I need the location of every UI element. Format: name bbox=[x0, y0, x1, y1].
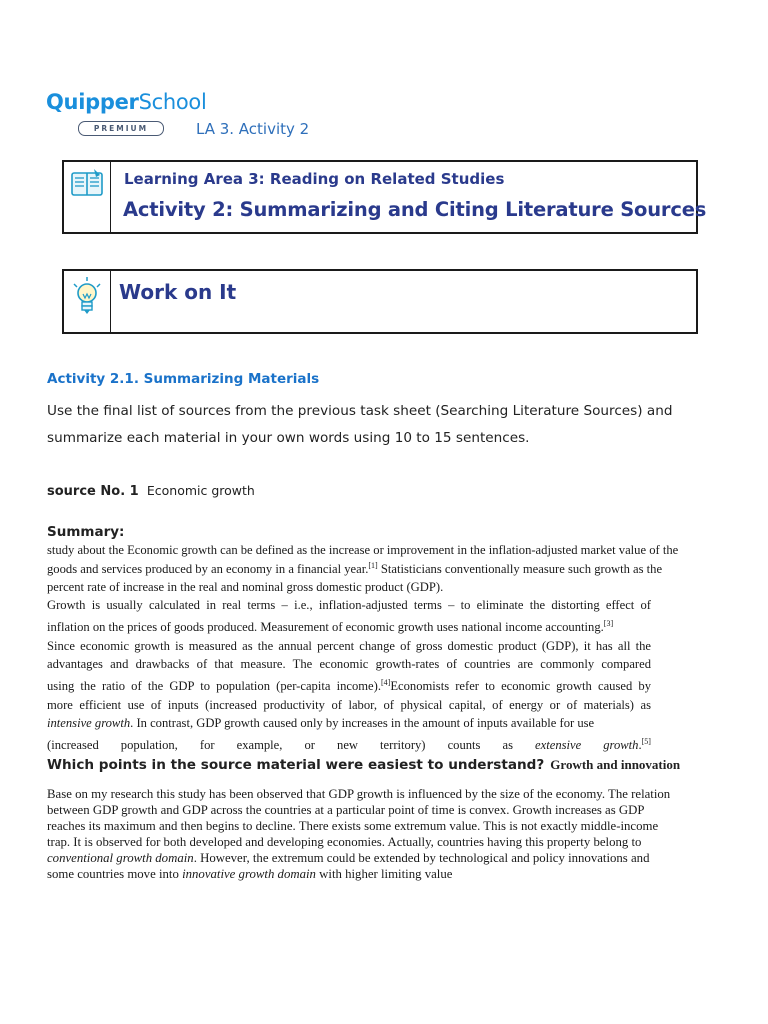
answer-text: with higher limiting value bbox=[315, 867, 453, 881]
summary-text: inflation on the prices of goods produced. Measurement of economic growth uses national income accounting. bbox=[47, 620, 604, 634]
answer-text: . However, the extremum could be extended by technological and policy innovations and bbox=[193, 851, 650, 865]
citation-ref: [5] bbox=[641, 737, 651, 746]
summary-emphasis: extensive growth bbox=[535, 738, 639, 752]
question-line bbox=[47, 757, 680, 773]
summary-line bbox=[47, 562, 662, 577]
summary-word: example, bbox=[236, 738, 283, 752]
quipper-school-logo bbox=[46, 88, 207, 116]
work-on-it-title: Work on It bbox=[119, 280, 237, 304]
logo-brand-bold: Quipper bbox=[46, 90, 139, 114]
citation-ref: [4] bbox=[381, 678, 391, 687]
answer-text: some countries move into bbox=[47, 867, 183, 881]
box-divider bbox=[110, 162, 111, 232]
instruction-line: summarize each material in your own words using 10 to 15 sentences. bbox=[47, 430, 530, 446]
answer-line: reaches its maximum and then begins to decline. There exists some extremum value. This is not exactly middle-income bbox=[47, 819, 659, 833]
answer-line bbox=[47, 867, 452, 882]
summary-word: counts bbox=[447, 738, 481, 752]
learning-area-label: Learning Area 3: Reading on Related Studies bbox=[124, 170, 505, 188]
answer-line bbox=[47, 851, 649, 866]
summary-line bbox=[47, 679, 651, 694]
book-notes-icon bbox=[70, 167, 104, 203]
answer-line: between GDP growth and GDP across the countries at a particular point of time is convex. Growth increases as GDP bbox=[47, 803, 645, 817]
summary-heading: Summary: bbox=[47, 524, 125, 540]
source-line bbox=[47, 483, 255, 499]
citation-ref: [1] bbox=[368, 561, 378, 570]
document-label: LA 3. Activity 2 bbox=[196, 120, 310, 138]
activity-subheading: Activity 2.1. Summarizing Materials bbox=[47, 371, 320, 387]
summary-text: Statisticians conventionally measure such growth as the bbox=[377, 562, 663, 576]
instruction-line: Use the final list of sources from the previous task sheet (Searching Literature Sources) and bbox=[47, 403, 673, 419]
answer-line: Base on my research this study has been observed that GDP growth is influenced by the size of the economy. The relation bbox=[47, 787, 671, 801]
question-text: Which points in the source material were easiest to understand? bbox=[47, 757, 545, 773]
summary-word: or bbox=[304, 738, 315, 752]
summary-word: as bbox=[502, 738, 513, 752]
activity-title: Activity 2: Summarizing and Citing Literature Sources bbox=[123, 198, 707, 221]
summary-text: . bbox=[638, 738, 642, 752]
summary-text: goods and services produced by an economy in a financial year. bbox=[47, 562, 369, 576]
summary-word: territory) bbox=[380, 738, 426, 752]
summary-line: more efficient use of inputs (increased productivity of labor, of physical capital, of energy or of materials) as bbox=[47, 698, 651, 712]
summary-line: Since economic growth is measured as the annual percent change of gross domestic product (GDP), it has all the bbox=[47, 639, 651, 653]
summary-word: new bbox=[337, 738, 358, 752]
summary-line bbox=[47, 738, 651, 753]
lightbulb-icon bbox=[71, 276, 103, 320]
source-label: source No. 1 bbox=[47, 484, 139, 499]
summary-line: Growth is usually calculated in real terms – i.e., inflation-adjusted terms – to eliminate the distorting effect of bbox=[47, 598, 651, 612]
summary-line: study about the Economic growth can be defined as the increase or improvement in the inflation-adjusted market value of the bbox=[47, 543, 679, 557]
question-answer: Growth and innovation bbox=[550, 757, 681, 772]
summary-text: . In contrast, GDP growth caused only by increases in the amount of inputs available for use bbox=[130, 716, 595, 730]
summary-line: advantages and drawbacks of that measure. The economic growth-rates of countries are commonly compared bbox=[47, 657, 651, 671]
answer-emphasis: conventional growth domain bbox=[47, 851, 194, 865]
summary-word: for bbox=[199, 738, 215, 752]
box-divider bbox=[110, 271, 111, 332]
premium-badge: PREMIUM bbox=[78, 121, 164, 136]
summary-emphasis-group bbox=[535, 738, 651, 752]
summary-text: using the ratio of the GDP to population (per-capita income). bbox=[47, 679, 381, 693]
instructions bbox=[47, 398, 727, 452]
logo-brand-light: School bbox=[138, 90, 207, 114]
answer-emphasis: innovative growth domain bbox=[182, 867, 316, 881]
source-value: Economic growth bbox=[146, 483, 255, 498]
summary-text: Economists refer to economic growth caused by bbox=[390, 679, 651, 693]
citation-ref: [3] bbox=[603, 619, 614, 628]
answer-line: trap. It is observed for both developed and developing economies. Actually, countries having this property belong to bbox=[47, 835, 642, 849]
summary-word: population, bbox=[120, 738, 178, 752]
summary-line bbox=[47, 620, 613, 635]
summary-line bbox=[47, 716, 594, 731]
summary-line: percent rate of increase in the real and nominal gross domestic product (GDP). bbox=[47, 580, 444, 594]
summary-word: (increased bbox=[47, 738, 99, 752]
summary-emphasis: intensive growth bbox=[47, 716, 131, 730]
